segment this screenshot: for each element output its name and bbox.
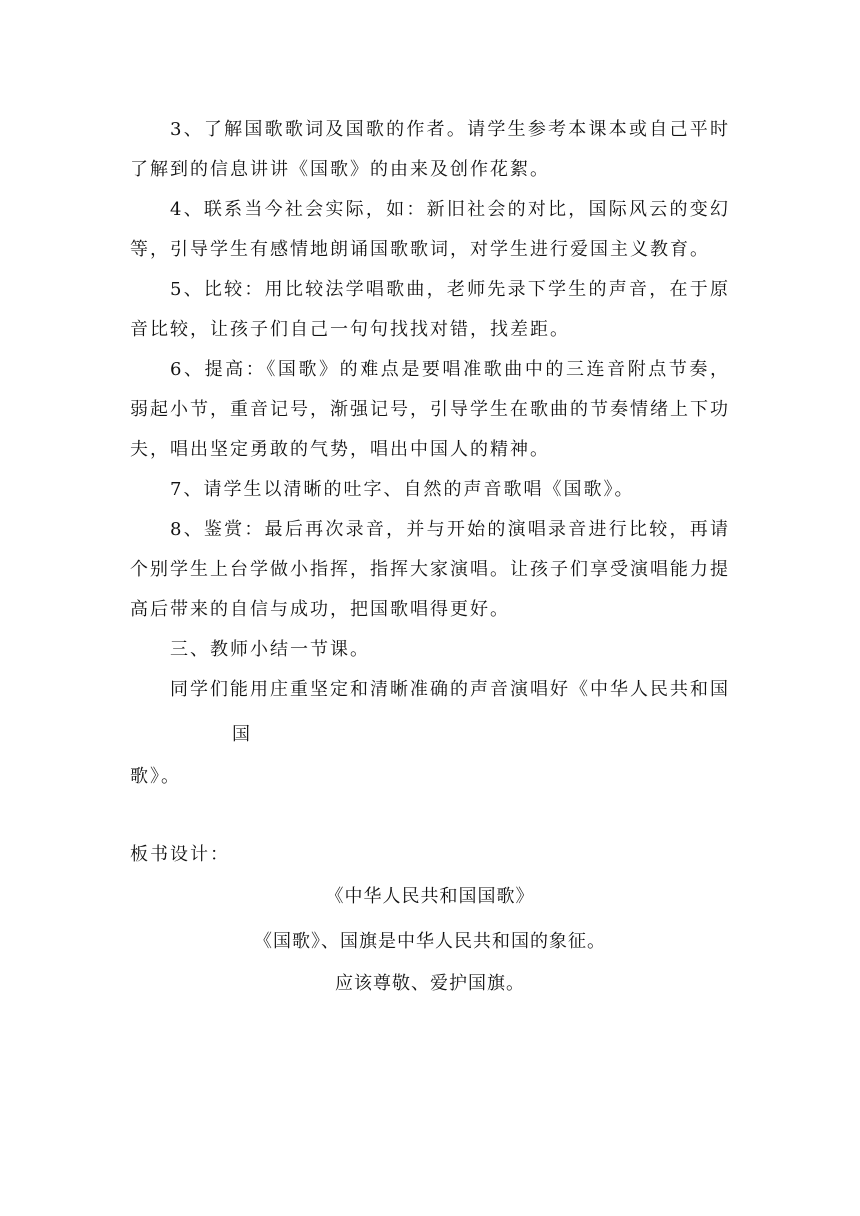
board-line-2: 应该尊敬、爱护国旗。 bbox=[335, 973, 525, 994]
paragraph-item-5: 5、比较：用比较法学唱歌曲，老师先录下学生的声音，在于原音比较，让孩子们自己一句句找找对错，找差距。 bbox=[130, 279, 730, 340]
paragraph-item-6: 6、提高：《国歌》的难点是要唱准歌曲中的三连音附点节奏，弱起小节，重音记号，渐强记号，引导学生在歌曲的节奏情绪上下功夫，唱出坚定勇敢的气势，唱出中国人的精神。 bbox=[130, 359, 730, 460]
paragraph-item-7: 7、请学生以清晰的吐字、自然的声音歌唱《国歌》。 bbox=[170, 479, 635, 500]
summary-line-3: 歌》。 bbox=[130, 766, 181, 787]
board-line-1: 《国歌》、国旗是中华人民共和国的象征。 bbox=[254, 931, 606, 952]
section-three-heading: 三、教师小结一节课。 bbox=[170, 639, 370, 660]
paragraph-item-3: 3、了解国歌歌词及国歌的作者。请学生参考本课本或自己平时了解到的信息讲讲《国歌》的由来及创作花絮。 bbox=[130, 119, 730, 180]
summary-line-1: 同学们能用庄重坚定和清晰准确的声音演唱好《中华人民共和国 bbox=[170, 679, 730, 700]
paragraph-item-8: 8、鉴赏：最后再次录音，并与开始的演唱录音进行比较，再请个别学生上台学做小指挥，指挥大家演唱。让孩子们享受演唱能力提高后带来的自信与成功，把国歌唱得更好。 bbox=[130, 519, 730, 620]
summary-line-2: 国 bbox=[232, 724, 252, 745]
board-title: 《中华人民共和国国歌》 bbox=[325, 886, 535, 907]
paragraph-item-4: 4、联系当今社会实际，如：新旧社会的对比，国际风云的变幻等，引导学生有感情地朗诵国歌歌词，对学生进行爱国主义教育。 bbox=[130, 199, 730, 260]
board-design-heading: 板书设计： bbox=[130, 844, 230, 865]
